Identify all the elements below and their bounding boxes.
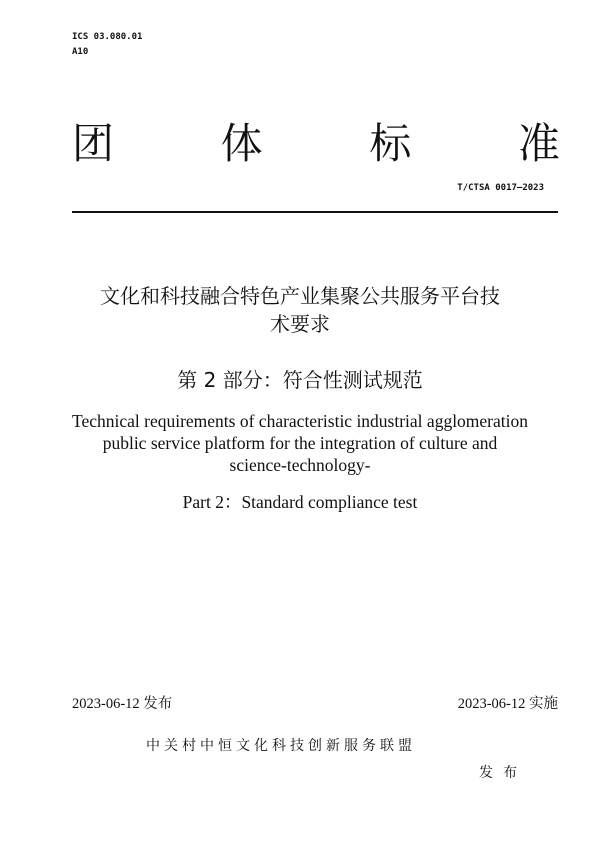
- chinese-title-line-2: 术要求: [270, 312, 330, 336]
- standard-type-title: [72, 118, 560, 170]
- standard-type-char-2: 体: [220, 119, 263, 168]
- publish-date: 2023-06-12 发布: [72, 696, 173, 712]
- english-title: [60, 410, 540, 476]
- standard-type-char-4: 准: [517, 119, 560, 168]
- english-title-line-1: Technical requirements of characteristic industrial agglomeration: [71, 411, 529, 431]
- standard-number: T/CTSA 0017—2023: [457, 183, 544, 193]
- header-divider: [72, 211, 558, 213]
- english-title-line-2: public service platform for the integration of culture and: [102, 433, 498, 453]
- standard-type-char-1: 团: [72, 119, 115, 168]
- issuing-organization: 中关村中恒文化科技创新服务联盟: [146, 738, 416, 754]
- english-title-line-3: science-technology-: [229, 455, 371, 475]
- chinese-subtitle: 第 2 部分：符合性测试规范: [177, 368, 423, 392]
- chinese-title: [60, 282, 540, 338]
- chinese-title-line-1: 文化和科技融合特色产业集聚公共服务平台技: [100, 284, 500, 308]
- issue-label: 发布: [479, 765, 527, 781]
- implement-date: 2023-06-12 实施: [457, 696, 558, 712]
- standard-type-char-3: 标: [369, 119, 412, 168]
- english-subtitle: Part 2：Standard compliance test: [182, 492, 418, 512]
- ccs-code: A10: [72, 47, 89, 57]
- ics-code: ICS 03.080.01: [72, 32, 143, 42]
